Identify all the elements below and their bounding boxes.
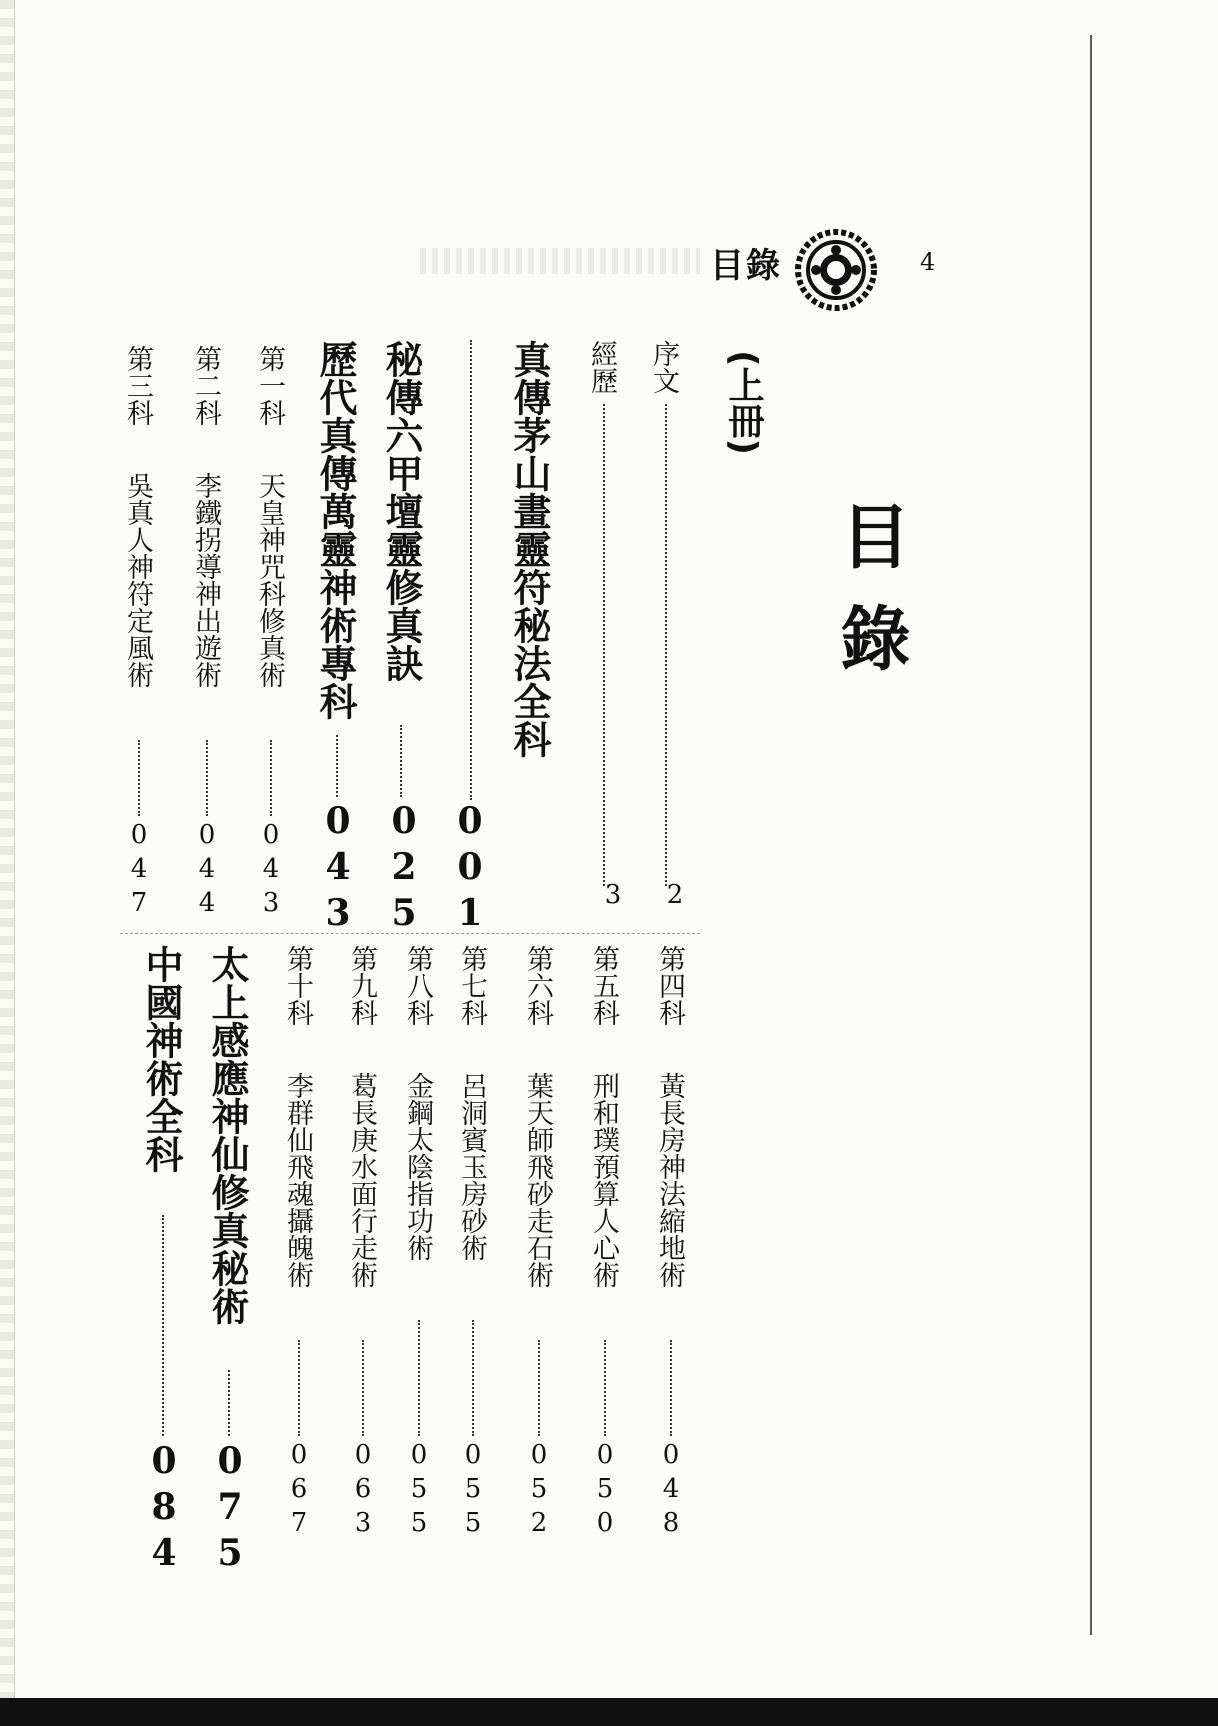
right-margin-rule (1090, 35, 1092, 1635)
toc-entry-title: 金鋼太陰指功術 (402, 1072, 433, 1261)
ornament-emblem-icon (794, 228, 878, 312)
toc-entry-title: 歷代真傳萬靈神術專科 (313, 340, 358, 720)
toc-entry-title: 吳真人神符定風術 (122, 472, 153, 688)
toc-entry-title: 李鐵拐導神出遊術 (190, 472, 221, 688)
page-header (710, 228, 950, 308)
toc-entry-title: 真傳茅山畫靈符秘法全科 (507, 340, 552, 758)
toc-entry-title: 呂洞賓玉房砂術 (456, 1072, 487, 1261)
toc-leader-dots (298, 1340, 300, 1436)
toc-entry-label: 第五科 (588, 945, 619, 1026)
main-title: 目錄 (829, 500, 911, 704)
toc-entry-page: 084 (143, 1440, 185, 1578)
toc-entry-page: 055 (404, 1440, 434, 1542)
scan-bottom-edge (0, 1698, 1218, 1726)
toc-entry-title: 李群仙飛魂攝魄術 (282, 1072, 313, 1288)
toc-entry-label: 第十科 (282, 945, 313, 1026)
toc-entry-label: 第一科 (254, 345, 285, 426)
section-divider (120, 933, 700, 934)
toc-entry-label: 第四科 (654, 945, 685, 1026)
toc-entry-title: 黃長房神法縮地術 (654, 1072, 685, 1288)
toc-leader-dots (162, 1215, 164, 1436)
toc-entry-page: 067 (284, 1440, 314, 1542)
toc-leader-dots (228, 1370, 230, 1436)
toc-entry-title: 經歷 (586, 340, 617, 394)
toc-entry-page: 001 (449, 800, 491, 938)
toc-entry-page: 044 (192, 820, 222, 922)
toc-entry-label: 第三科 (122, 345, 153, 426)
toc-entry-title: 秘傳六甲壇靈修真訣 (379, 340, 424, 682)
toc-entry-page: 025 (383, 800, 425, 938)
toc-entry-page: 052 (524, 1440, 554, 1542)
page-edge (0, 0, 15, 1726)
toc-leader-dots (362, 1340, 364, 1436)
toc-entry-title: 葉天師飛砂走石術 (522, 1072, 553, 1288)
toc-entry-page: 063 (348, 1440, 378, 1542)
toc-entry-page: 043 (256, 820, 286, 922)
toc-leader-dots (138, 740, 140, 816)
toc-leader-dots (604, 1340, 606, 1436)
toc-entry-page: 050 (590, 1440, 620, 1542)
toc-entry-label: 第二科 (190, 345, 221, 426)
toc-entry-page: 043 (317, 800, 359, 938)
toc-entry-page: 048 (656, 1440, 686, 1542)
toc-entry-label: 第八科 (402, 945, 433, 1026)
page-number: 4 (920, 248, 936, 276)
toc-entry-page: 047 (124, 820, 154, 922)
header-title: 目錄 (710, 246, 782, 286)
toc-entry-label: 第七科 (456, 945, 487, 1026)
toc-leader-dots (336, 735, 338, 797)
toc-leader-dots (206, 740, 208, 816)
volume-label: (上冊) (723, 350, 764, 455)
toc-leader-dots (670, 1340, 672, 1436)
toc-entry-page: 075 (209, 1440, 251, 1578)
toc-leader-dots (418, 1320, 420, 1436)
toc-leader-dots (665, 404, 667, 886)
toc-leader-dots (472, 1320, 474, 1436)
toc-entry-page: 055 (458, 1440, 488, 1542)
toc-entry-title: 葛長庚水面行走術 (346, 1072, 377, 1288)
toc-leader-dots (400, 725, 402, 797)
toc-entry-title: 天皇神咒科修真術 (254, 472, 285, 688)
toc-entry-title: 太上感應神仙修真秘術 (205, 945, 250, 1325)
toc-entry-label: 第九科 (346, 945, 377, 1026)
toc-entry-page: 3 (598, 880, 628, 914)
toc-entry-page: 2 (660, 880, 690, 914)
toc-leader-dots (538, 1340, 540, 1436)
toc-entry-title: 刑和璞預算人心術 (588, 1072, 619, 1288)
toc-entry-title: 中國神術全科 (139, 945, 184, 1173)
toc-entry-label: 第六科 (522, 945, 553, 1026)
faded-header-text (420, 248, 700, 274)
toc-entry-title: 序文 (648, 340, 679, 394)
toc-leader-dots (603, 404, 605, 886)
toc-leader-dots (270, 740, 272, 816)
toc-leader-dots (470, 340, 472, 800)
